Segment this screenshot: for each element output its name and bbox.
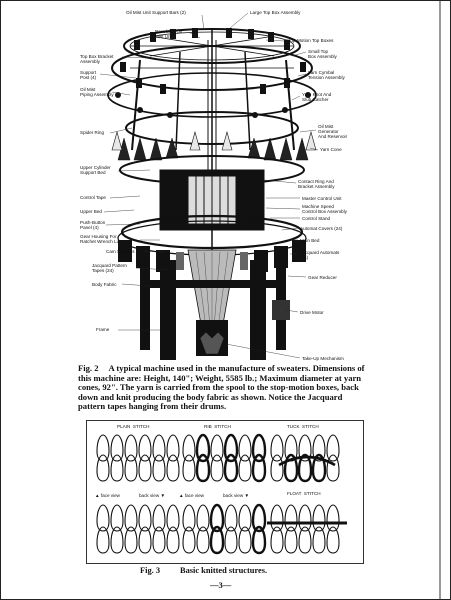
plain-stitch-top-diagram — [97, 435, 179, 481]
label-control-tape: Control Tape — [80, 195, 106, 200]
label-revolving-oil-mist-unit: Revolving Oil Mist Unit — [155, 29, 183, 40]
label-top-box-bracket: Top Box Bracket Assembly — [80, 54, 114, 65]
rib-face-view-label: ▲ face view — [179, 493, 204, 498]
label-spider-ring: Spider Ring — [80, 130, 105, 135]
label-large-top-box: Large Top Box Assembly — [250, 10, 301, 15]
label-contact-ring: Contact Ring And Bracket Assembly — [298, 179, 335, 190]
label-main-bed: Main Bed — [300, 238, 320, 243]
float-stitch-label: FLOAT STITCH — [287, 491, 321, 496]
label-gear-reducer: Gear Reducer — [308, 275, 337, 280]
stitch-diagrams — [87, 421, 363, 563]
label-jacquard-automats: Jacquard Automats (24) — [300, 250, 340, 261]
float-stitch-diagram — [267, 505, 347, 553]
label-frame: Frame — [96, 327, 110, 332]
label-drive-motor: Drive Motor — [300, 310, 324, 315]
page-number: —3— — [210, 580, 232, 590]
label-jacquard-pattern-tapes: Jacquard Pattern Tapes (24) — [92, 263, 127, 274]
plain-back-view-label: back view ▼ — [139, 493, 165, 498]
figure-3-panel — [86, 420, 364, 564]
rib-stitch-top-diagram — [183, 435, 265, 481]
figure-3-number: Fig. 3 — [140, 566, 161, 575]
label-small-top-box: Small Top Box Assembly — [308, 49, 337, 60]
label-oil-mist-support-bars: Oil Mist Unit Support Bars (2) — [126, 10, 186, 15]
tuck-stitch-label: TUCK STITCH — [287, 424, 319, 429]
label-master-control-unit: Master Control Unit — [302, 196, 342, 201]
label-automat-covers: Automat Covers (24) — [300, 226, 343, 231]
label-upper-cylinder: Upper Cylinder Support Bed — [80, 165, 111, 176]
figure-3-caption-text: Basic knitted structures. — [180, 566, 268, 575]
figure-2-caption-text: A typical machine used in the manufacture of sweaters. Dimensions of this machine are: Height, 140"; Weight, 5585 lb.; Maximum diameter at yarn cones, 92". The yarn is carried from the spool to the stop-motion boxes, back down and knit producing the body fabric as shown. Notice the Jacquard pattern tapes hanging from their drums. — [78, 363, 365, 412]
figure-2-caption — [78, 364, 368, 412]
plain-face-view-label: ▲ face view — [95, 493, 120, 498]
label-machine-speed-control: Machine Speed Control Box Assembly — [302, 204, 347, 215]
tuck-stitch-diagram — [271, 435, 339, 481]
label-oil-mist-piping: Oil Mist Piping Assembly — [80, 87, 114, 98]
label-yarn-cone: Yarn Cone — [320, 147, 342, 152]
label-body-fabric: Body Fabric — [92, 282, 117, 287]
label-support-post: Support Post (4) — [80, 70, 97, 81]
label-take-up-mechanism: Take-Up Mechanism — [302, 356, 344, 361]
plain-stitch-bottom-diagram — [97, 505, 179, 553]
label-yarn-cymbal-tension: Yarn Cymbal Tension Assembly — [308, 70, 345, 81]
rib-stitch-bottom-diagram — [183, 505, 265, 553]
label-push-button-panel: Push-Button Panel (4) — [80, 220, 106, 231]
figure-2-number: Fig. 2 — [78, 363, 99, 373]
label-cam-sections: Cam Sections — [106, 249, 135, 254]
label-control-stand: Control Stand — [302, 216, 331, 221]
label-yarn-knot-slub-catcher: Yarn Knot And Slub Catcher — [302, 92, 332, 103]
rib-back-view-label: back view ▼ — [223, 493, 249, 498]
label-oil-mist-generator: Oil Mist Generator And Reservoir — [318, 124, 348, 140]
label-stop-motion-top-boxes: Stop-Motion Top Boxes — [286, 38, 334, 43]
label-gear-housing: Gear Housing For Ratchet Wrench Lug — [80, 234, 122, 245]
figure-3-caption — [140, 566, 267, 575]
rib-stitch-label: RIB STITCH — [204, 424, 231, 429]
plain-stitch-label: PLAIN STITCH — [117, 424, 150, 429]
label-upper-bed: Upper Bed — [80, 209, 102, 214]
